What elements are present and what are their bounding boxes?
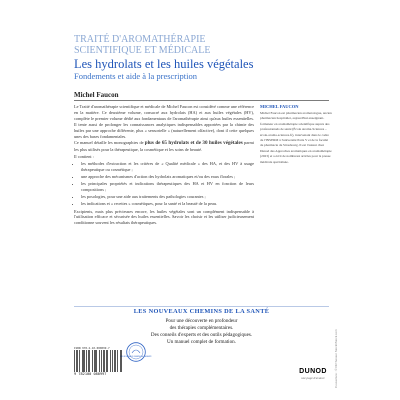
list-item: • les principales propriétés et indications thérapeutiques des HA et HV en fonction de leurs compositions ; xyxy=(81,181,254,193)
collection-line: Pour une découverte en profondeur xyxy=(165,318,238,324)
collection-divider xyxy=(74,306,329,307)
cover-credit-text: Couverture : © DR Sesser Stock/iStock.com xyxy=(334,329,338,388)
collection-taglines xyxy=(74,318,329,346)
book-subtitle: Fondements et aide à la prescription xyxy=(74,71,197,81)
badge-label: LES NOUVEAUX CHEMINS DE LA SANTÉ xyxy=(120,357,152,358)
description-paragraph-1: Le Traité d'aromathérapie scientifique et médicale de Michel Faucon est considéré comme une référence en la matière. Ce deuxième volume, consacré aux hydrolats (HA) et aux huiles végétales (HV), complète le premier volume dédié aux fondamentaux de l'aromathérapie ainsi qu'aux huiles essentielles. Il tente aussi de prolonger les connaissances analytiques indispensables apportées par la chimie des huiles par une approche différente, plus « sensorielle » (naturellement olfactive), dont il cette quelques unes des bases fondamentales. xyxy=(74,104,254,139)
collection-line: des thérapies complémentaires. xyxy=(169,325,234,331)
series-line-1: TRAITÉ D'AROMATHÉRAPIE xyxy=(74,34,206,45)
series-line-2: SCIENTIFIQUE ET MÉDICALE xyxy=(74,45,211,56)
list-item: • les posologies, pour une aide aux traitements des pathologies courantes ; xyxy=(81,194,254,200)
author-name: Michel Faucon xyxy=(74,91,119,99)
description-paragraph-3: Excipients, mais plus précieuses encore, les huiles végétales sont un complément indispensable à l'utilisation efficace et sécurisée des huiles essentielles. Savoir les choisir et les utiliser judicieusement conditionne souvent les résultats thérapeutiques. xyxy=(74,208,254,226)
list-item: • les indications et « recettes » cosmétiques, pour la santé et la beauté de la peau. xyxy=(81,201,254,207)
series-title xyxy=(74,34,274,56)
p2-pre: Ce manuel détaille les monographies de xyxy=(74,140,145,146)
collection-badge-icon xyxy=(120,342,152,362)
author-bio-column xyxy=(260,104,332,165)
description-paragraph-2 xyxy=(74,140,254,153)
publisher-brand xyxy=(290,368,336,380)
barcode-bars-icon xyxy=(74,350,122,372)
isbn-barcode xyxy=(74,346,122,378)
contents-label: Il contient : xyxy=(74,154,94,160)
description-column xyxy=(74,104,254,227)
collection-line: Un manuel complet de formation. xyxy=(167,339,236,345)
collection-title: LES NOUVEAUX CHEMINS DE LA SANTÉ xyxy=(133,308,270,315)
collection-line: Des conseils d'experts et des outils pédagogiques. xyxy=(150,332,253,338)
header-divider xyxy=(74,100,329,101)
publisher-logo: DUNOD xyxy=(299,368,327,375)
bio-text: Michel Faucon est pharmacien aromatologue, ancien pharmacien hospitalier, aujourd'hui enseignant-formateur en aromathérapie scientifique auprès des professionnels de santé (École Aroma-Sciences – école-aroma-sciences.fr), intervenant dans le cadre de l'INSERM à l'université Paris V et de la faculté de pharmacie de Strasbourg. Il est l'auteur chez Dunod des Approches aromatiques en aromathérapie (2023) et a écrit de nombreux articles pour la presse médicale spécialisée. xyxy=(260,111,332,164)
p2-post: parmi les plus utilisés pour la thérapeutique, la cosmétique et les soins de beauté. xyxy=(74,140,254,153)
isbn-text: ISBN 978-2-10-080099-7 xyxy=(74,346,110,350)
publisher-tagline: une page d'avance xyxy=(301,376,325,380)
book-title: Les hydrolats et les huiles végétales xyxy=(74,57,254,71)
list-item: • les méthodes d'extraction et les critères de « Qualité médicale » des HA, et des HV à usage thérapeutique ou cosmétique ; xyxy=(81,161,254,173)
list-item: • une approche des mécanismes d'action des hydrolats aromatiques et/ou des eaux florales ; xyxy=(81,174,254,180)
p2-highlight: plus de 65 hydrolats et de 30 huiles végétales xyxy=(144,140,243,147)
cover-credit xyxy=(334,308,340,388)
bio-heading: MICHEL FAUCON xyxy=(260,104,299,109)
contents-list xyxy=(74,161,254,206)
barcode-digits: 9 782100 080997 xyxy=(74,372,107,376)
